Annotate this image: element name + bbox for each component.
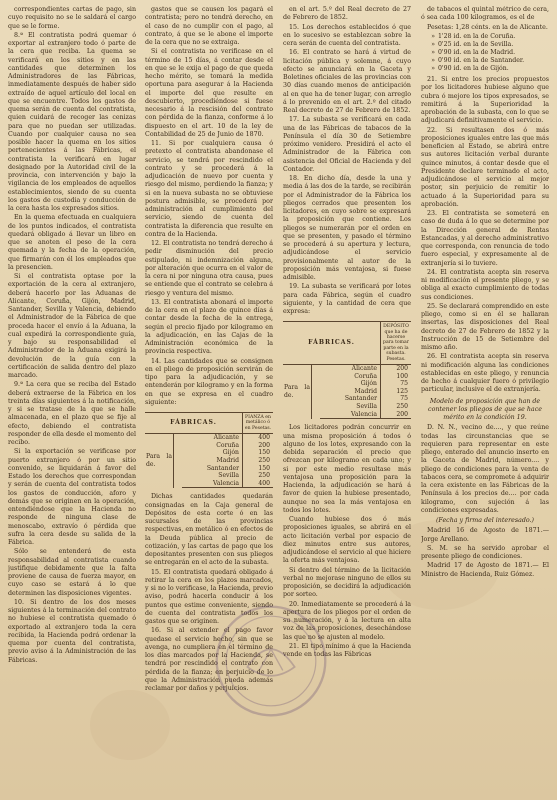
fianza-table (145, 412, 273, 488)
list-item-text: 1'28 id. en la de Coruña. (438, 32, 516, 40)
paragraph: 24. El contratista acepta sin reserva ni modificación el presente pliego, y se obliga al exacto cumplimiento de todas sus condiciones. (421, 268, 549, 301)
paragraph: 12. El contratista no tendrá derecho á pedir disminución del precio estipulado, ni indemnización alguna, por alteración que ocurra en el valor de la cera ni por ninguna otra causa, pues se entiende que el contrato se celebra á riesgo y ventura del mismo. (145, 240, 273, 297)
place-cell: Valencia (320, 411, 381, 419)
closing-line: Madrid 17 de Agosto de 1871.— El Ministro de Hacienda, Ruiz Gómez. (421, 562, 549, 578)
paragraph: 22. Si resultasen dos ó más proposiciones iguales entre las que más beneficien al Estado, se abrirá entre sus autores licitación verbal durante quince minutos, á contar desde que el Presidente declare terminado el acto, adjudicándose el servicio al mejor postor, sin perjuicio de remitir lo actuado á la Superioridad para su aprobación. (421, 126, 549, 208)
paragraph: 10. Si dentro de los dos meses siguientes á la terminación del contrato no hubiese el contratista quemado ó exportado al extranjero toda la cera recibida, la Hacienda podrá ordenar la quema por cuenta del contratista, previo aviso á la Administración de las Fábricas. (8, 598, 136, 664)
paragraph: Si la exportación se verificase por puerto extranjero ó por un sitio convenido, se liquidarán á favor del Estado los derechos que correspondan y serán de cuenta del contratista todos los gastos de conducción, aforo y demás que se originen en la operación, entendiéndose que la Hacienda no responde de ninguna clase de menoscabo, extravío ó pérdida que sufra la cera desde su salida de la Fábrica. (8, 448, 136, 546)
brace-line (312, 365, 321, 419)
paragraph: 25. Se declarará comprendido en este pliego, como si en él se hallaran insertas, las disposiciones del Real decreto de 27 de Febrero de 1852 y la Instrucción de 15 de Setiembre del mismo año. (421, 302, 549, 352)
signature-line: (Fecha y firma del interesado.) (435, 517, 535, 525)
list-item-text: 0'90 id. en la de Gijón. (438, 65, 509, 73)
paragraph: 8.ª El contratista podrá quemar ó exportar al extranjero todo ó parte de la cera que reciba. La quema se verificará en los sitios y en las cantidades que determinen los Administradores de las Fábricas, inmediatamente después de haber sido extraído de aquel artículo del local en que se encuentre. Todos los gastos de quema serán de cuenta del contratista, quien cuidará de recoger las cenizas para que no puedan ser utilizadas. Cuando por cualquier causa no sea posible hacer la quema en los sitios pertenecientes á las Fábricas, el contratista la verificará en lugar designado por la Autoridad civil de la provincia, con intervención y bajo la vigilancia de los empleados de aquellos establecimientos, siendo de su cuenta los gastos de custodia y conducción de la cera hasta los expresados sitios. (8, 31, 136, 212)
paragraph: 14. Las cantidades que se consignen en el pliego de proposición servirán de tipo para la adjudicación, y se entenderán por kilogramo y en la forma en que se expresa en el cuadro siguiente: (145, 357, 273, 406)
paragraph: 13. El contratista abonará el importe de la cera en el plazo de quince días á contar desde la fecha de la entrega, según el precio fijado por kilogramo en la adjudicación, en las Cajas de la Administración económica de la provincia respectiva. (145, 298, 273, 356)
value-cell: 150 (243, 449, 274, 457)
table-title: FÁBRICAS. (145, 413, 243, 434)
place-cell: Gijón (360, 380, 377, 388)
paragraph: 16. Si al extender el pago favor quedase el servicio hecho, sin que se avenga, no cumpliera en el término de los días marcados por la Hacienda, se tendrá por rescindido el contrato con pérdida de la fianza; en perjuicio de lo que la Administración pueda además reclamar por daños y perjuicios. (145, 627, 273, 693)
value-cell: 200 (243, 442, 274, 450)
paragraph: en el art. 5.º del Real decreto de 27 de Febrero de 1852. (283, 6, 411, 22)
paragraph: 17. La subasta se verificará en cada una de las Fábricas de tabacos de la Península el día 30 de Setiembre próximo venidero. Presidirá el acto el Administrador de la Fábrica con asistencia del Oficial de Hacienda y del Contador. (283, 116, 411, 173)
paragraph: 18. En dicho día, desde la una y media á las dos de la tarde, se recibirán por el Administrador de la Fábrica los pliegos cerrados que presenten los licitadores, en cuyo sobre se expresará la proposición que contiene. Los pliegos se numerarán por el orden en que se presenten, y pasado el término se procederá á su apertura y lectura, adjudicándose el servicio provisionalmente al autor de la proposición más ventajosa, si fuese admisible. (283, 175, 411, 281)
paragraph: 21. El tipo mínimo á que la Hacienda vende en todas las Fábricas (283, 642, 411, 658)
price-list (421, 33, 549, 73)
value-cell: 250 (243, 457, 274, 465)
deposit-table (283, 321, 411, 419)
place-cell: Coruña (216, 441, 239, 449)
table-row (145, 434, 273, 442)
paragraph: 16. El contrato se hará á virtud de licitación pública y solemne, á cuyo efecto se anunciará en la Gaceta y Boletines oficiales de las provincias con 30 días cuando menos de anticipación al en que ha de tener lugar, con arreglo á lo prevenido en el art. 2.º del citado Real decreto de 27 de Febrero de 1852. (283, 49, 411, 114)
paragraph: 15. Los derechos establecidos ó que en lo sucesivo se establezcan sobre la cera serán de cuenta del contratista. (283, 23, 411, 47)
paragraph: Si el contratista optase por la exportación de la cera al extranjero, deberá hacerlo por las Aduanas de Alicante, Coruña, Gijón, Madrid, Santander, Sevilla y Valencia, debiendo el Administrador de la Fábrica de que proceda hacer el envío á la Aduana, la cual expedirá la correspondiente guía, y bajo su responsabilidad el Administrador de la Aduana exigirá la devolución de la guía con la certificación de salida dentro del plazo marcado. (8, 273, 136, 379)
value-cell: 250 (243, 472, 274, 480)
ditto-mark: » (431, 65, 435, 73)
place-cell: Gijón (222, 449, 239, 457)
table-title: FÁBRICAS. (283, 322, 381, 365)
list-item (421, 33, 549, 41)
place-cell: Alicante (351, 365, 377, 373)
text-column-2 (145, 6, 273, 794)
price-line: Pesetas: 1,28 cénts. en la de Alicante. (427, 23, 548, 31)
row-label: Para la de. (146, 453, 172, 469)
ditto-mark: » (431, 32, 435, 40)
paragraph: gastos que se causen los pagará el contratista; pero no tendrá derecho, en el caso de no cumplir con el pago, al contrato, á que se le abone el importe de la cera que no se extraiga. (145, 6, 273, 46)
paragraph: 26. El contratista acepta sin reserva ni modificación alguna las condiciones establecidas en este pliego, y renuncia de hecho á cualquier fuero ó privilegio particular, inclusive el de extranjería. (421, 353, 549, 394)
paragraph: 19. La subasta se verificará por lotes para cada Fábrica, según el cuadro siguiente, y la cantidad de cera que expresa: (283, 283, 411, 315)
ditto-mark: » (431, 48, 435, 56)
list-item-text: 0'25 id. en la de Sevilla. (438, 40, 514, 48)
text-column-3 (283, 6, 411, 794)
ditto-mark: » (431, 57, 435, 65)
paragraph: Si el contratista no verificase en el término de 15 días, á contar desde el en que se le exija el pago de que queda hecho mérito, se tomará la medida oportuna para asegurar á la Hacienda el importe del que resulte en descubierto, procediéndose si fuese necesario á la rescisión del contrato con pérdida de la fianza, conforme á lo dispuesto en el art. 10 de la ley de Contabilidad de 25 de Junio de 1870. (145, 48, 273, 138)
value-cell: 200 (381, 411, 412, 419)
value-cell: 200 (381, 365, 412, 373)
model-title: Modelo de proposición que han de contener los pliegos de que se hace mérito en la condición 19. (428, 397, 542, 422)
place-cell: Sevilla (356, 403, 377, 411)
value-cell: 125 (381, 388, 412, 396)
table-header: PIANZA en metálico ó en Pesetas. (243, 413, 274, 434)
place-cell: Alicante (213, 434, 239, 442)
value-cell: 75 (381, 380, 412, 388)
paragraph: 11. Si por cualquiera causa ó pretexto el contratista abandonase el servicio, se tendrá por rescindido el contrato y se procederá á la adjudicación de nuevo por cuenta y riesgo del mismo, perdiendo la fianza; y si en la nueva subasta no se obtuviese postura admisible, se procederá por administración al cumplimiento del servicio, siendo de cuenta del contratista la diferencia que resulte en contra de la Hacienda. (145, 140, 273, 238)
list-item-text: 0'90 id. en la de Madrid. (438, 48, 516, 56)
list-item (421, 41, 549, 49)
place-cell: Madrid (354, 387, 377, 395)
place-cell: Santander (344, 395, 377, 403)
list-item-text: 0'90 id. en la de Santander. (438, 57, 525, 65)
list-item (421, 65, 549, 73)
row-label: Para la de. (284, 384, 310, 399)
place-cell: Sevilla (218, 472, 239, 480)
paragraph: Los licitadores podrán concurrir en una misma proposición á todos ó alguno de los lotes, expresando con la debida separación el precio que ofrezcan por kilogramo en cada uno; y si por este medio resultase más ventajosa una proposición para la Hacienda, la adjudicación se hará á favor de quien la hubiese presentado, aunque no sea la más ventajosa en todos los lotes. (283, 424, 411, 514)
value-cell: 75 (381, 395, 412, 403)
place-cell: Coruña (354, 372, 377, 380)
closing-line: S. M. se ha servido aprobar el presente pliego de condiciones. (421, 544, 549, 561)
place-cell: Valencia (182, 480, 243, 488)
list-item (421, 49, 549, 57)
text-column-1 (8, 6, 136, 794)
paragraph: Dichas cantidades quedarán consignadas en la Caja general de Depósitos de esta corte ó en las sucursales de las provincias respectivas, en metálico ó en efectos de la Deuda pública al precio de cotización, y las cartas de pago que los depositantes presenten con sus pliegos se entregarán en el acto de la subasta. (145, 493, 273, 567)
paragraph: correspondientes cartas de pago, sin cuyo requisito no se le saldará el cargo que se le forme. (8, 6, 136, 30)
text-column-4 (421, 6, 549, 794)
value-cell: 400 (243, 480, 274, 488)
paragraph: 9.ª La cera que se reciba del Estado deberá extraerse de la Fábrica en los treinta días siguientes á la notificación, y si se tratase de la que se halle almacenada, en el plazo que se fije al efecto, debiendo el contratista responder de ella desde el momento del recibo. (8, 381, 136, 446)
value-cell: 150 (243, 465, 274, 473)
paragraph: 21. Si entre los precios propuestos por los licitadores hubiese alguno que cubra ó mejore los tipos expresados, se remitirá á la Superioridad la aprobación de la subasta, con lo que se adjudicará definitivamente el servicio. (421, 76, 549, 125)
place-cell: Madrid (216, 457, 239, 464)
paragraph: Cuando hubiese dos ó más proposiciones iguales, se abrirá en el acto licitación verbal por espacio de diez minutos entre sus autores, adjudicándose el servicio al que hiciere la oferta más ventajosa. (283, 516, 411, 565)
place-cell: Santander (206, 464, 239, 472)
value-cell: 100 (381, 373, 412, 381)
brace-line (174, 434, 183, 488)
paragraph: 23. El contratista se someterá en caso de duda á lo que se determine por la Dirección general de Rentas Estancadas, y al derecho administrativo que corresponda, con renuncia de todo fuero especial, y expresamente al de extranjería si lo tuviere. (421, 210, 549, 267)
ditto-mark: » (431, 40, 435, 48)
value-cell: 400 (243, 434, 274, 442)
paragraph: de tabacos el quintal métrico de cera, ó sea cada 100 kilogramos, es el de (421, 6, 549, 22)
value-cell: 250 (381, 403, 412, 411)
table-row (283, 365, 411, 373)
table-header: DEPÓSITO que ha de hacerse para tomar parte en la subasta. Pesetas. (381, 322, 412, 365)
paragraph: D. N. N., vecino de...., y que reúne todas las circunstancias que se requieren para representar en este pliego, enterado del anuncio inserto en la Gaceta de Madrid, número.... y pliego de condiciones para la venta de tabacos cera, se compromete á adquirir la cera existente en las Fábricas de la Península á los precios de.... por cada kilogramo, con sujeción á las condiciones expresadas. (421, 424, 549, 514)
list-item (421, 57, 549, 65)
paragraph: Sólo se entenderá de esta responsabilidad al contratista cuando justifique debidamente que la falta proviene de causa de fuerza mayor, en cuyo caso se estará á lo que determinen las disposiciones vigentes. (8, 548, 136, 597)
closing-line: Madrid 16 de Agosto de 1871.— Jorge Arellano. (421, 527, 549, 543)
paragraph: 20. Inmediatamente se procederá á la apertura de los pliegos por el orden de su numeración, y á la lectura en alta voz de las proposiciones, desechándose las que no se ajusten al modelo. (283, 600, 411, 641)
paragraph: 15. El contratista quedará obligado á retirar la cera en los plazos marcados, y si no lo verificase, la Hacienda, previo aviso, podrá hacerla conducir á los puntos que estime conveniente, siendo de cuenta del contratista todos los gastos que se originen. (145, 568, 273, 626)
paragraph: En la quema efectuada en cualquiera de los puntos indicados, el contratista quedará obligado á llevar un libro en que se anoten el peso de la cera quemada y la fecha de la operación, que firmarán con él los empleados que la presencien. (8, 214, 136, 271)
paragraph: Si dentro del término de la licitación verbal no mejorase ninguno de ellos su proposición, se decidirá la adjudicación por sorteo. (283, 566, 411, 599)
